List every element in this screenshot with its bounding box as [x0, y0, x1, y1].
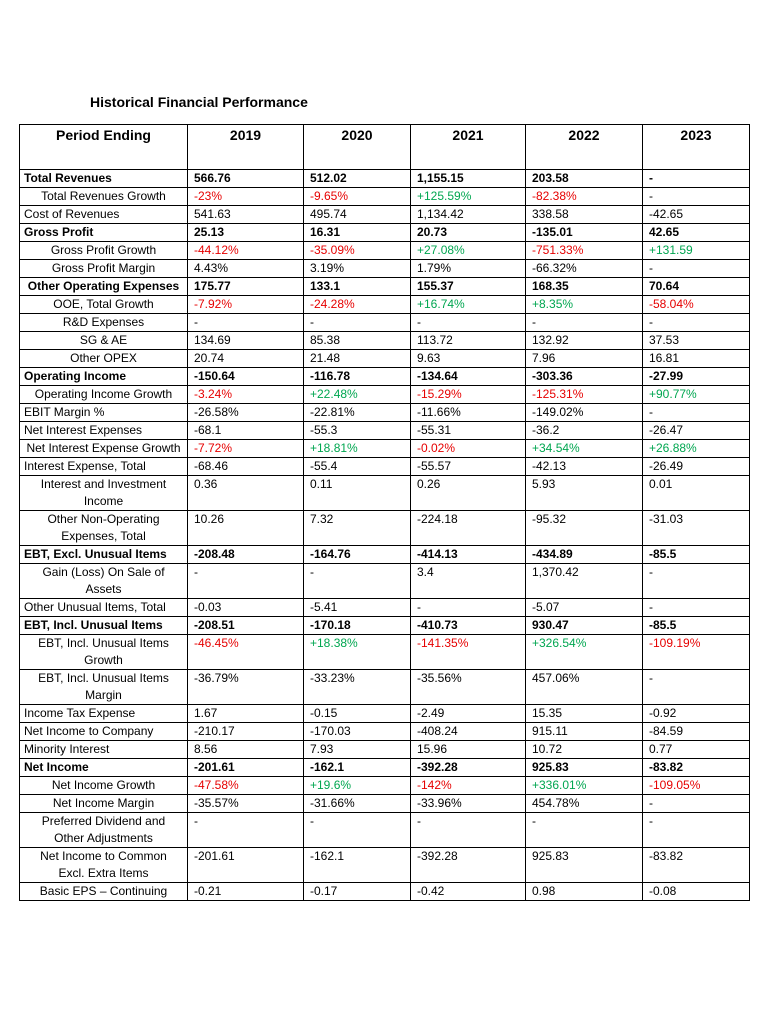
value-cell: -109.19% [643, 635, 750, 670]
value-cell: -55.4 [304, 458, 411, 476]
column-header-2023: 2023 [643, 125, 750, 170]
value-cell: - [643, 795, 750, 813]
row-label: EBT, Excl. Unusual Items [20, 546, 188, 564]
value-cell: -392.28 [411, 759, 526, 777]
value-cell: -66.32% [526, 260, 643, 278]
value-cell: 133.1 [304, 278, 411, 296]
value-cell: 10.72 [526, 741, 643, 759]
table-row [20, 670, 750, 705]
value-cell: -3.24% [188, 386, 304, 404]
table-row [20, 511, 750, 546]
value-cell: -84.59 [643, 723, 750, 741]
value-cell: -170.03 [304, 723, 411, 741]
value-cell: 1.79% [411, 260, 526, 278]
value-cell: -0.15 [304, 705, 411, 723]
row-label: Preferred Dividend and Other Adjustments [20, 813, 188, 848]
value-cell: +18.38% [304, 635, 411, 670]
row-label: Net Income to Company [20, 723, 188, 741]
value-cell: - [188, 314, 304, 332]
value-cell: -0.21 [188, 883, 304, 901]
row-label: Minority Interest [20, 741, 188, 759]
value-cell: -224.18 [411, 511, 526, 546]
row-label: Net Interest Expense Growth [20, 440, 188, 458]
table-row [20, 546, 750, 564]
value-cell: 134.69 [188, 332, 304, 350]
row-label: Operating Income [20, 368, 188, 386]
value-cell: 1,155.15 [411, 170, 526, 188]
value-cell: -109.05% [643, 777, 750, 795]
value-cell: -434.89 [526, 546, 643, 564]
row-label: Gross Profit Margin [20, 260, 188, 278]
value-cell: -0.92 [643, 705, 750, 723]
value-cell: -5.07 [526, 599, 643, 617]
value-cell: 495.74 [304, 206, 411, 224]
row-label: Interest Expense, Total [20, 458, 188, 476]
table-row [20, 564, 750, 599]
column-header-2020: 2020 [304, 125, 411, 170]
value-cell: -410.73 [411, 617, 526, 635]
value-cell: 155.37 [411, 278, 526, 296]
table-row [20, 350, 750, 368]
table-row [20, 242, 750, 260]
value-cell: 0.36 [188, 476, 304, 511]
table-body [20, 170, 750, 901]
value-cell: -164.76 [304, 546, 411, 564]
table-row [20, 170, 750, 188]
value-cell: 10.26 [188, 511, 304, 546]
table-row [20, 705, 750, 723]
value-cell: - [643, 670, 750, 705]
value-cell: 16.31 [304, 224, 411, 242]
value-cell: 566.76 [188, 170, 304, 188]
value-cell: -134.64 [411, 368, 526, 386]
value-cell: -408.24 [411, 723, 526, 741]
table-row [20, 813, 750, 848]
table-row [20, 759, 750, 777]
value-cell: +18.81% [304, 440, 411, 458]
row-label: EBT, Incl. Unusual Items Growth [20, 635, 188, 670]
value-cell: -201.61 [188, 759, 304, 777]
value-cell: 203.58 [526, 170, 643, 188]
value-cell: 175.77 [188, 278, 304, 296]
value-cell: -22.81% [304, 404, 411, 422]
value-cell: 15.96 [411, 741, 526, 759]
value-cell: -162.1 [304, 848, 411, 883]
value-cell: -208.48 [188, 546, 304, 564]
value-cell: - [643, 314, 750, 332]
value-cell: - [643, 813, 750, 848]
row-label: SG & AE [20, 332, 188, 350]
value-cell: -68.46 [188, 458, 304, 476]
table-row [20, 296, 750, 314]
value-cell: -208.51 [188, 617, 304, 635]
value-cell: 338.58 [526, 206, 643, 224]
value-cell: -36.2 [526, 422, 643, 440]
page-title: Historical Financial Performance [90, 94, 308, 110]
value-cell: -392.28 [411, 848, 526, 883]
column-header-2021: 2021 [411, 125, 526, 170]
table-row [20, 206, 750, 224]
value-cell: 37.53 [643, 332, 750, 350]
value-cell: 512.02 [304, 170, 411, 188]
row-label: Other Non-Operating Expenses, Total [20, 511, 188, 546]
value-cell: -46.45% [188, 635, 304, 670]
value-cell: - [304, 813, 411, 848]
value-cell: 1,370.42 [526, 564, 643, 599]
value-cell: -47.58% [188, 777, 304, 795]
value-cell: -135.01 [526, 224, 643, 242]
value-cell: +131.59 [643, 242, 750, 260]
value-cell: +125.59% [411, 188, 526, 206]
value-cell: - [411, 813, 526, 848]
table-row [20, 224, 750, 242]
value-cell: -85.5 [643, 617, 750, 635]
value-cell: -55.57 [411, 458, 526, 476]
value-cell: +8.35% [526, 296, 643, 314]
value-cell: - [643, 564, 750, 599]
value-cell: 4.43% [188, 260, 304, 278]
value-cell: -83.82 [643, 759, 750, 777]
value-cell: 0.26 [411, 476, 526, 511]
row-label: Other Operating Expenses [20, 278, 188, 296]
value-cell: - [411, 314, 526, 332]
value-cell: -751.33% [526, 242, 643, 260]
value-cell: +26.88% [643, 440, 750, 458]
value-cell: -125.31% [526, 386, 643, 404]
value-cell: 168.35 [526, 278, 643, 296]
value-cell: -26.58% [188, 404, 304, 422]
value-cell: - [188, 813, 304, 848]
value-cell: -55.31 [411, 422, 526, 440]
value-cell: -414.13 [411, 546, 526, 564]
value-cell: +19.6% [304, 777, 411, 795]
value-cell: 7.32 [304, 511, 411, 546]
value-cell: 925.83 [526, 759, 643, 777]
row-label: Interest and Investment Income [20, 476, 188, 511]
value-cell: -55.3 [304, 422, 411, 440]
value-cell: -42.65 [643, 206, 750, 224]
value-cell: 20.73 [411, 224, 526, 242]
row-label: EBT, Incl. Unusual Items [20, 617, 188, 635]
value-cell: -95.32 [526, 511, 643, 546]
value-cell: 20.74 [188, 350, 304, 368]
value-cell: 132.92 [526, 332, 643, 350]
row-label: Income Tax Expense [20, 705, 188, 723]
value-cell: -150.64 [188, 368, 304, 386]
value-cell: - [304, 314, 411, 332]
row-label: Net Income Margin [20, 795, 188, 813]
value-cell: +16.74% [411, 296, 526, 314]
table-row [20, 422, 750, 440]
row-label: Other OPEX [20, 350, 188, 368]
value-cell: -36.79% [188, 670, 304, 705]
value-cell: 7.93 [304, 741, 411, 759]
value-cell: - [643, 170, 750, 188]
value-cell: - [643, 188, 750, 206]
value-cell: 3.4 [411, 564, 526, 599]
value-cell: -35.09% [304, 242, 411, 260]
value-cell: - [643, 599, 750, 617]
value-cell: 1.67 [188, 705, 304, 723]
table-row [20, 386, 750, 404]
table-row [20, 260, 750, 278]
value-cell: 1,134.42 [411, 206, 526, 224]
table-row [20, 404, 750, 422]
value-cell: - [526, 314, 643, 332]
value-cell: 3.19% [304, 260, 411, 278]
financial-table [19, 124, 750, 901]
value-cell: -201.61 [188, 848, 304, 883]
value-cell: 70.64 [643, 278, 750, 296]
table-row [20, 617, 750, 635]
row-label: Basic EPS – Continuing [20, 883, 188, 901]
value-cell: -35.56% [411, 670, 526, 705]
table-row [20, 314, 750, 332]
value-cell: -9.65% [304, 188, 411, 206]
value-cell: -24.28% [304, 296, 411, 314]
value-cell: 454.78% [526, 795, 643, 813]
table-row [20, 741, 750, 759]
value-cell: 925.83 [526, 848, 643, 883]
value-cell: +326.54% [526, 635, 643, 670]
row-label: OOE, Total Growth [20, 296, 188, 314]
value-cell: -0.03 [188, 599, 304, 617]
table-row [20, 458, 750, 476]
value-cell: -33.23% [304, 670, 411, 705]
value-cell: -116.78 [304, 368, 411, 386]
row-label: Net Income [20, 759, 188, 777]
value-cell: -33.96% [411, 795, 526, 813]
value-cell: - [643, 260, 750, 278]
value-cell: 25.13 [188, 224, 304, 242]
value-cell: -58.04% [643, 296, 750, 314]
value-cell: - [188, 564, 304, 599]
value-cell: -0.02% [411, 440, 526, 458]
header-row [20, 125, 750, 170]
value-cell: +34.54% [526, 440, 643, 458]
table-row [20, 635, 750, 670]
value-cell: 0.98 [526, 883, 643, 901]
value-cell: -0.08 [643, 883, 750, 901]
table-row [20, 278, 750, 296]
value-cell: 915.11 [526, 723, 643, 741]
value-cell: -303.36 [526, 368, 643, 386]
value-cell: 16.81 [643, 350, 750, 368]
value-cell: 21.48 [304, 350, 411, 368]
value-cell: 42.65 [643, 224, 750, 242]
value-cell: -2.49 [411, 705, 526, 723]
value-cell: 7.96 [526, 350, 643, 368]
value-cell: - [304, 564, 411, 599]
table-row [20, 440, 750, 458]
table-row [20, 777, 750, 795]
value-cell: +22.48% [304, 386, 411, 404]
value-cell: -35.57% [188, 795, 304, 813]
table-row [20, 848, 750, 883]
value-cell: -170.18 [304, 617, 411, 635]
column-header-2019: 2019 [188, 125, 304, 170]
row-label: Operating Income Growth [20, 386, 188, 404]
row-label: EBT, Incl. Unusual Items Margin [20, 670, 188, 705]
value-cell: -0.42 [411, 883, 526, 901]
column-header-2022: 2022 [526, 125, 643, 170]
value-cell: -15.29% [411, 386, 526, 404]
value-cell: -31.66% [304, 795, 411, 813]
table-row [20, 368, 750, 386]
row-label: EBIT Margin % [20, 404, 188, 422]
value-cell: -82.38% [526, 188, 643, 206]
column-header-period-ending: Period Ending [20, 125, 188, 170]
table-row [20, 188, 750, 206]
value-cell: -7.72% [188, 440, 304, 458]
value-cell: -141.35% [411, 635, 526, 670]
value-cell: -31.03 [643, 511, 750, 546]
value-cell: 8.56 [188, 741, 304, 759]
value-cell: -149.02% [526, 404, 643, 422]
row-label: Cost of Revenues [20, 206, 188, 224]
row-label: Gross Profit Growth [20, 242, 188, 260]
value-cell: +27.08% [411, 242, 526, 260]
table-row [20, 883, 750, 901]
value-cell: 113.72 [411, 332, 526, 350]
value-cell: -11.66% [411, 404, 526, 422]
value-cell: -26.47 [643, 422, 750, 440]
value-cell: 457.06% [526, 670, 643, 705]
row-label: Total Revenues [20, 170, 188, 188]
value-cell: - [526, 813, 643, 848]
value-cell: -7.92% [188, 296, 304, 314]
value-cell: -5.41 [304, 599, 411, 617]
value-cell: 930.47 [526, 617, 643, 635]
value-cell: -83.82 [643, 848, 750, 883]
row-label: Net Income to Common Excl. Extra Items [20, 848, 188, 883]
value-cell: 9.63 [411, 350, 526, 368]
value-cell: +90.77% [643, 386, 750, 404]
value-cell: -162.1 [304, 759, 411, 777]
value-cell: -68.1 [188, 422, 304, 440]
value-cell: 541.63 [188, 206, 304, 224]
value-cell: -0.17 [304, 883, 411, 901]
value-cell: - [411, 599, 526, 617]
value-cell: -27.99 [643, 368, 750, 386]
value-cell: -85.5 [643, 546, 750, 564]
value-cell: 0.11 [304, 476, 411, 511]
value-cell: -42.13 [526, 458, 643, 476]
value-cell: - [643, 404, 750, 422]
value-cell: -44.12% [188, 242, 304, 260]
row-label: Net Interest Expenses [20, 422, 188, 440]
table-row [20, 795, 750, 813]
row-label: Total Revenues Growth [20, 188, 188, 206]
value-cell: 5.93 [526, 476, 643, 511]
table-row [20, 476, 750, 511]
value-cell: 15.35 [526, 705, 643, 723]
row-label: Gross Profit [20, 224, 188, 242]
value-cell: 85.38 [304, 332, 411, 350]
row-label: Net Income Growth [20, 777, 188, 795]
value-cell: -210.17 [188, 723, 304, 741]
row-label: Gain (Loss) On Sale of Assets [20, 564, 188, 599]
value-cell: -23% [188, 188, 304, 206]
value-cell: 0.01 [643, 476, 750, 511]
value-cell: +336.01% [526, 777, 643, 795]
table-row [20, 332, 750, 350]
table-row [20, 723, 750, 741]
table-row [20, 599, 750, 617]
row-label: R&D Expenses [20, 314, 188, 332]
value-cell: 0.77 [643, 741, 750, 759]
row-label: Other Unusual Items, Total [20, 599, 188, 617]
value-cell: -26.49 [643, 458, 750, 476]
value-cell: -142% [411, 777, 526, 795]
